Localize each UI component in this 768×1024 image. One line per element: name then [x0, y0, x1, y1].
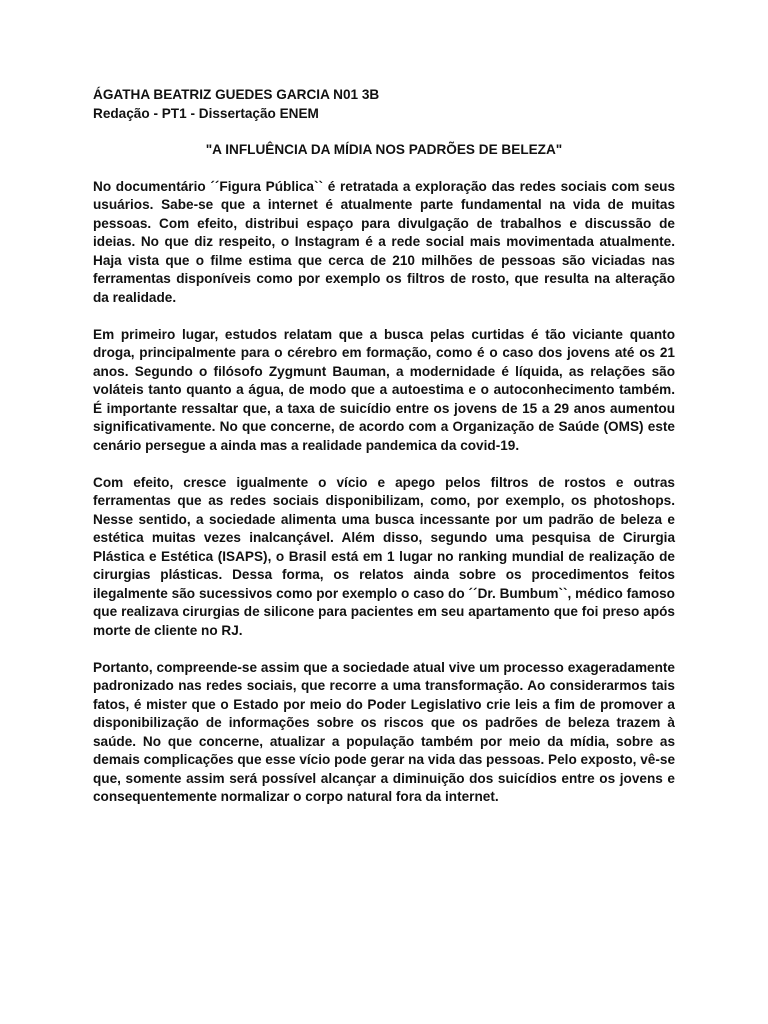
paragraph-development-2: Com efeito, cresce igualmente o vício e apego pelos filtros de rostos e outras ferramentas que as redes sociais disponibilizam, como, por exemplo, os photoshops. Nesse sentido, a sociedade alimenta uma busca incessante por um padrão de beleza e estética muitas vezes inalcançável. Além disso, segundo uma pesquisa de Cirurgia Plástica e Estética (ISAPS), o Brasil está em 1 lugar no ranking mundial de realização de cirurgias plásticas. Dessa forma, os relatos ainda sobre os procedimentos feitos ilegalmente são sucessivos como por exemplo o caso do ´´Dr. Bumbum``, médico famoso que realizava cirurgias de silicone para pacientes em seu apartamento que foi preso após morte de cliente no RJ. [93, 474, 675, 638]
essay-title: "A INFLUÊNCIA DA MÍDIA NOS PADRÕES DE BELEZA" [205, 142, 563, 157]
author-line: ÁGATHA BEATRIZ GUEDES GARCIA N01 3B [93, 87, 380, 102]
paragraph-conclusion: Portanto, compreende-se assim que a sociedade atual vive um processo exageradamente padronizado nas redes sociais, que recorre a uma transformação. Ao considerarmos tais fatos, é mister que o Estado por meio do Poder Legislativo crie leis a fim de promover a disponibilização de informações sobre os riscos que os padrões de beleza trazem à saúde. No que concerne, atualizar a população também por meio da mídia, sobre as demais complicações que esse vício pode gerar na vida das pessoas. Pelo exposto, vê-se que, somente assim será possível alcançar a diminuição dos suicídios entre os jovens e consequentemente normalizar o corpo natural fora da internet. [93, 659, 675, 804]
document-page [93, 86, 675, 825]
paragraph-development-1: Em primeiro lugar, estudos relatam que a busca pelas curtidas é tão viciante quanto droga, principalmente para o cérebro em formação, como é o caso dos jovens até os 21 anos. Segundo o filósofo Zygmunt Bauman, a modernidade é líquida, as relações são voláteis tanto quanto a água, de modo que a autoestima e o autoconhecimento também. É importante ressaltar que, a taxa de suicídio entre os jovens de 15 a 29 anos aumentou significativamente. No que concerne, de acordo com a Organização de Saúde (OMS) este cenário persegue a ainda mas a realidade pandemica da covid-19. [93, 326, 675, 453]
assignment-line: Redação - PT1 - Dissertação ENEM [93, 105, 319, 121]
paragraph-introduction: No documentário ´´Figura Pública`` é retratada a exploração das redes sociais com seus usuários. Sabe-se que a internet é atualmente parte fundamental na vida de muitas pessoas. Com efeito, distribui espaço para divulgação de trabalhos e discussão de ideias. No que diz respeito, o Instagram é a rede social mais movimentada atualmente. Haja vista que o filme estima que cerca de 210 milhões de pessoas são viciadas nas ferramentas disponíveis como por exemplo os filtros de rosto, que resulta na alteração da realidade. [93, 178, 675, 305]
